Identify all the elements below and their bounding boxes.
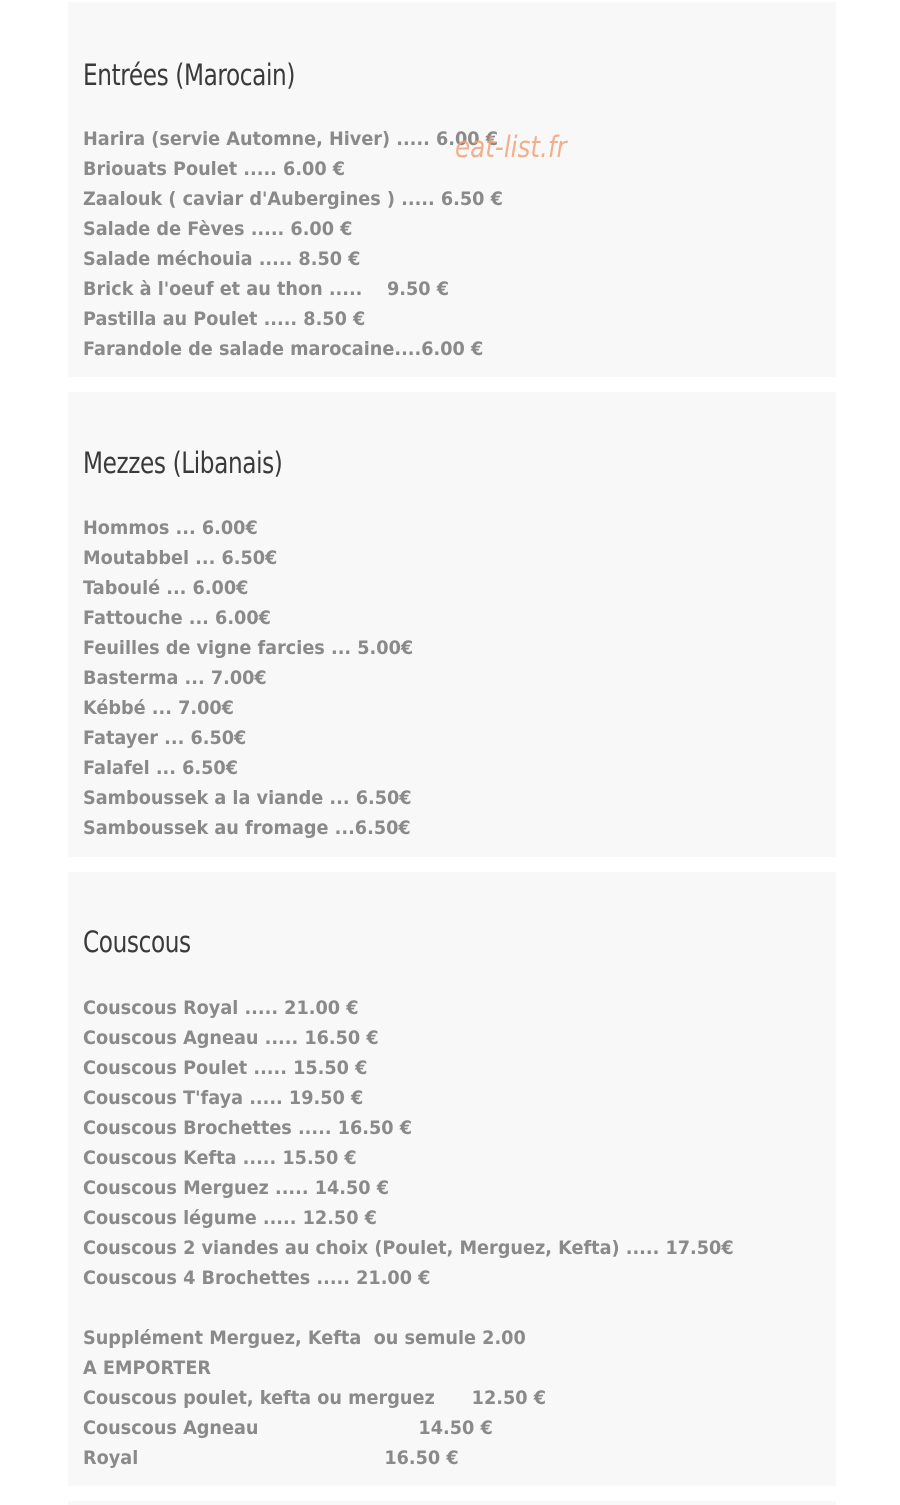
menu-item: Couscous Agneau ..... 16.50 € <box>83 1027 379 1049</box>
menu-item: Fattouche ... 6.00€ <box>83 607 271 629</box>
menu-item: Fatayer ... 6.50€ <box>83 727 247 749</box>
menu-item: Farandole de salade marocaine....6.00 € <box>83 338 484 360</box>
menu-list <box>83 993 783 1473</box>
spacer <box>83 1293 783 1323</box>
menu-item: Couscous 4 Brochettes ..... 21.00 € <box>83 1267 431 1289</box>
menu-item: Brick à l'oeuf et au thon ..... 9.50 € <box>83 278 450 300</box>
section-next <box>68 1501 836 1505</box>
menu-item: Couscous Royal ..... 21.00 € <box>83 997 359 1019</box>
takeaway-item: Couscous Agneau 14.50 € <box>83 1417 493 1439</box>
takeaway-item: Couscous poulet, kefta ou merguez 12.50 € <box>83 1387 546 1409</box>
section-title: Couscous <box>83 925 191 959</box>
menu-item: Briouats Poulet ..... 6.00 € <box>83 158 346 180</box>
menu-item: Basterma ... 7.00€ <box>83 667 267 689</box>
section-couscous <box>68 872 836 1486</box>
menu-item: Hommos ... 6.00€ <box>83 517 258 539</box>
menu-item: Couscous T'faya ..... 19.50 € <box>83 1087 364 1109</box>
supplement-note: Supplément Merguez, Kefta ou semule 2.00 <box>83 1327 526 1349</box>
menu-item: Zaalouk ( caviar d'Aubergines ) ..... 6.50 € <box>83 188 503 210</box>
watermark: eat-list.fr <box>455 130 567 164</box>
menu-item: Falafel ... 6.50€ <box>83 757 239 779</box>
section-title: Mezzes (Libanais) <box>83 446 283 480</box>
takeaway-item: Royal 16.50 € <box>83 1447 459 1469</box>
section-mezzes <box>68 392 836 857</box>
menu-item: Pastilla au Poulet ..... 8.50 € <box>83 308 366 330</box>
menu-item: Couscous 2 viandes au choix (Poulet, Merguez, Kefta) ..... 17.50€ <box>83 1237 734 1259</box>
menu-item: Harira (servie Automne, Hiver) ..... 6.00 € <box>83 128 499 150</box>
menu-item: Couscous Poulet ..... 15.50 € <box>83 1057 368 1079</box>
menu-item: Salade méchouia ..... 8.50 € <box>83 248 361 270</box>
menu-item: Samboussek a la viande ... 6.50€ <box>83 787 412 809</box>
menu-item: Salade de Fèves ..... 6.00 € <box>83 218 353 240</box>
menu-list <box>83 513 438 843</box>
menu-item: Taboulé ... 6.00€ <box>83 577 249 599</box>
menu-item: Moutabbel ... 6.50€ <box>83 547 278 569</box>
menu-item: Samboussek au fromage ...6.50€ <box>83 817 411 839</box>
menu-item: Couscous Merguez ..... 14.50 € <box>83 1177 390 1199</box>
menu-item: Feuilles de vigne farcies ... 5.00€ <box>83 637 414 659</box>
menu-item: Couscous Kefta ..... 15.50 € <box>83 1147 357 1169</box>
menu-item: Couscous Brochettes ..... 16.50 € <box>83 1117 413 1139</box>
section-entrees <box>68 2 836 377</box>
section-title: Entrées (Marocain) <box>83 58 295 92</box>
menu-item: Couscous légume ..... 12.50 € <box>83 1207 377 1229</box>
takeaway-heading: A EMPORTER <box>83 1357 212 1379</box>
menu-item: Kébbé ... 7.00€ <box>83 697 234 719</box>
